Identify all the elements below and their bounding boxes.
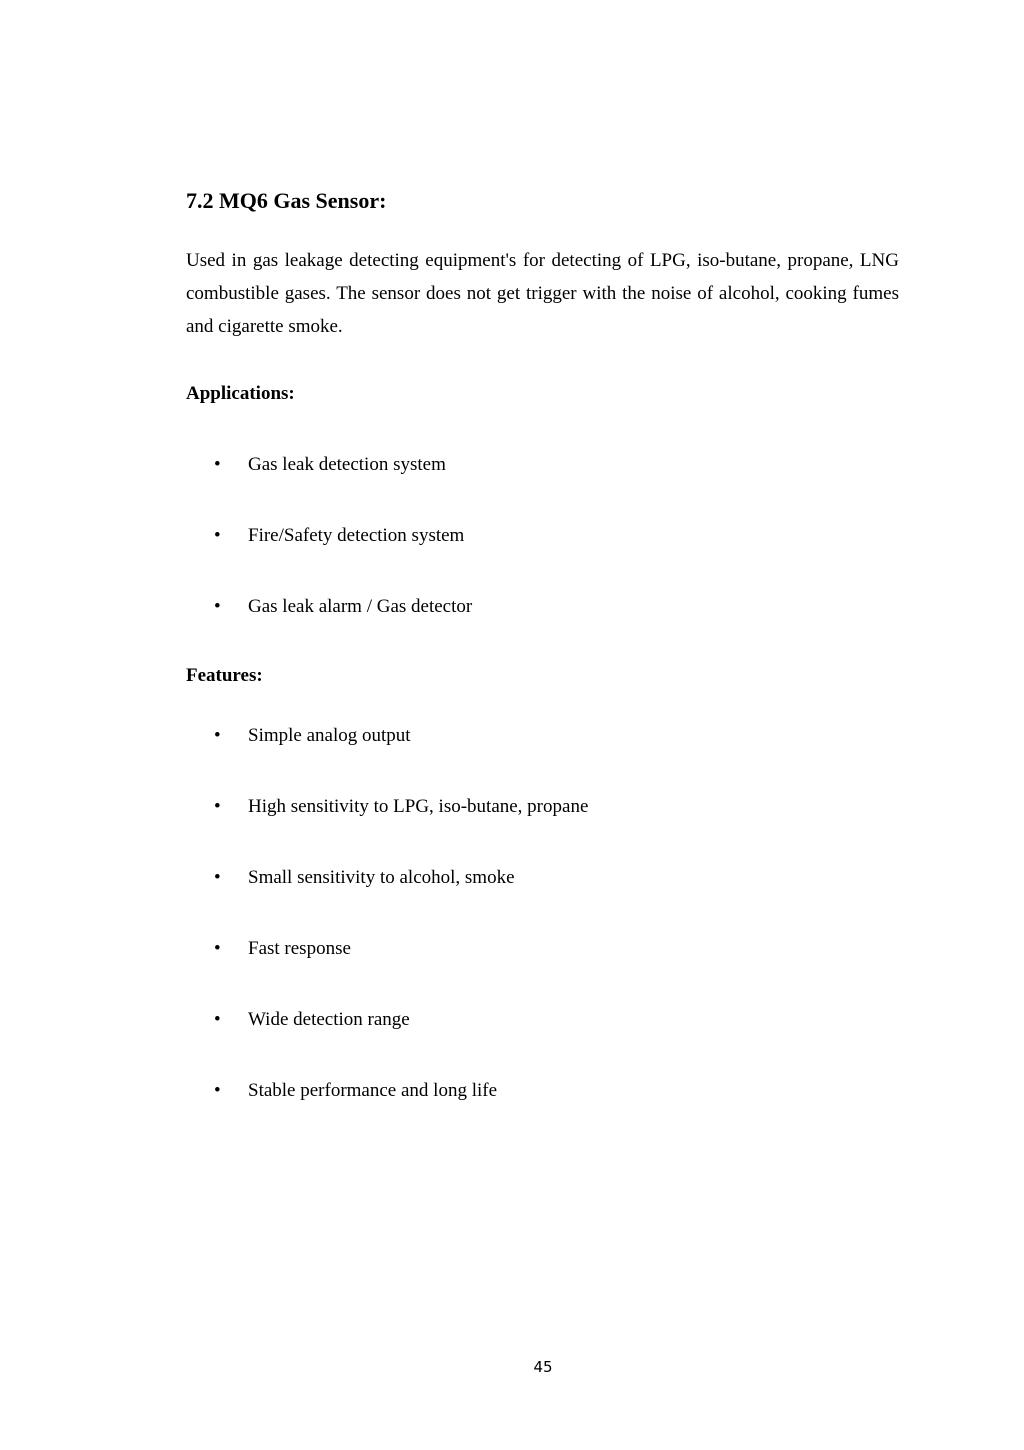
bullet-icon: • [214, 454, 221, 475]
list-item-text: Fire/Safety detection system [248, 525, 465, 546]
page-number: 45 [533, 1358, 553, 1376]
list-item-text: High sensitivity to LPG, iso-butane, propane [248, 796, 589, 817]
intro-paragraph: Used in gas leakage detecting equipment's for detecting of LPG, iso-butane, propane, LNG combustible gases. The sensor does not get trigger with the noise of alcohol, cooking fumes and cigarette smoke. [186, 250, 899, 337]
list-item-text: Fast response [248, 938, 351, 959]
bullet-icon: • [214, 867, 221, 888]
bullet-icon: • [214, 596, 221, 617]
bullet-icon: • [214, 1080, 221, 1101]
bullet-icon: • [214, 796, 221, 817]
list-item-text: Stable performance and long life [248, 1080, 498, 1101]
applications-heading: Applications: [186, 383, 295, 404]
list-item-text: Gas leak detection system [248, 454, 446, 475]
bullet-icon: • [214, 525, 221, 546]
list-item-text: Gas leak alarm / Gas detector [248, 596, 473, 617]
section-heading: 7.2 MQ6 Gas Sensor: [186, 188, 387, 213]
list-item-text: Wide detection range [248, 1009, 410, 1030]
bullet-icon: • [214, 938, 221, 959]
features-heading: Features: [186, 665, 263, 686]
bullet-icon: • [214, 725, 221, 746]
list-item-text: Simple analog output [248, 725, 411, 746]
bullet-icon: • [214, 1009, 221, 1030]
list-item-text: Small sensitivity to alcohol, smoke [248, 867, 515, 888]
